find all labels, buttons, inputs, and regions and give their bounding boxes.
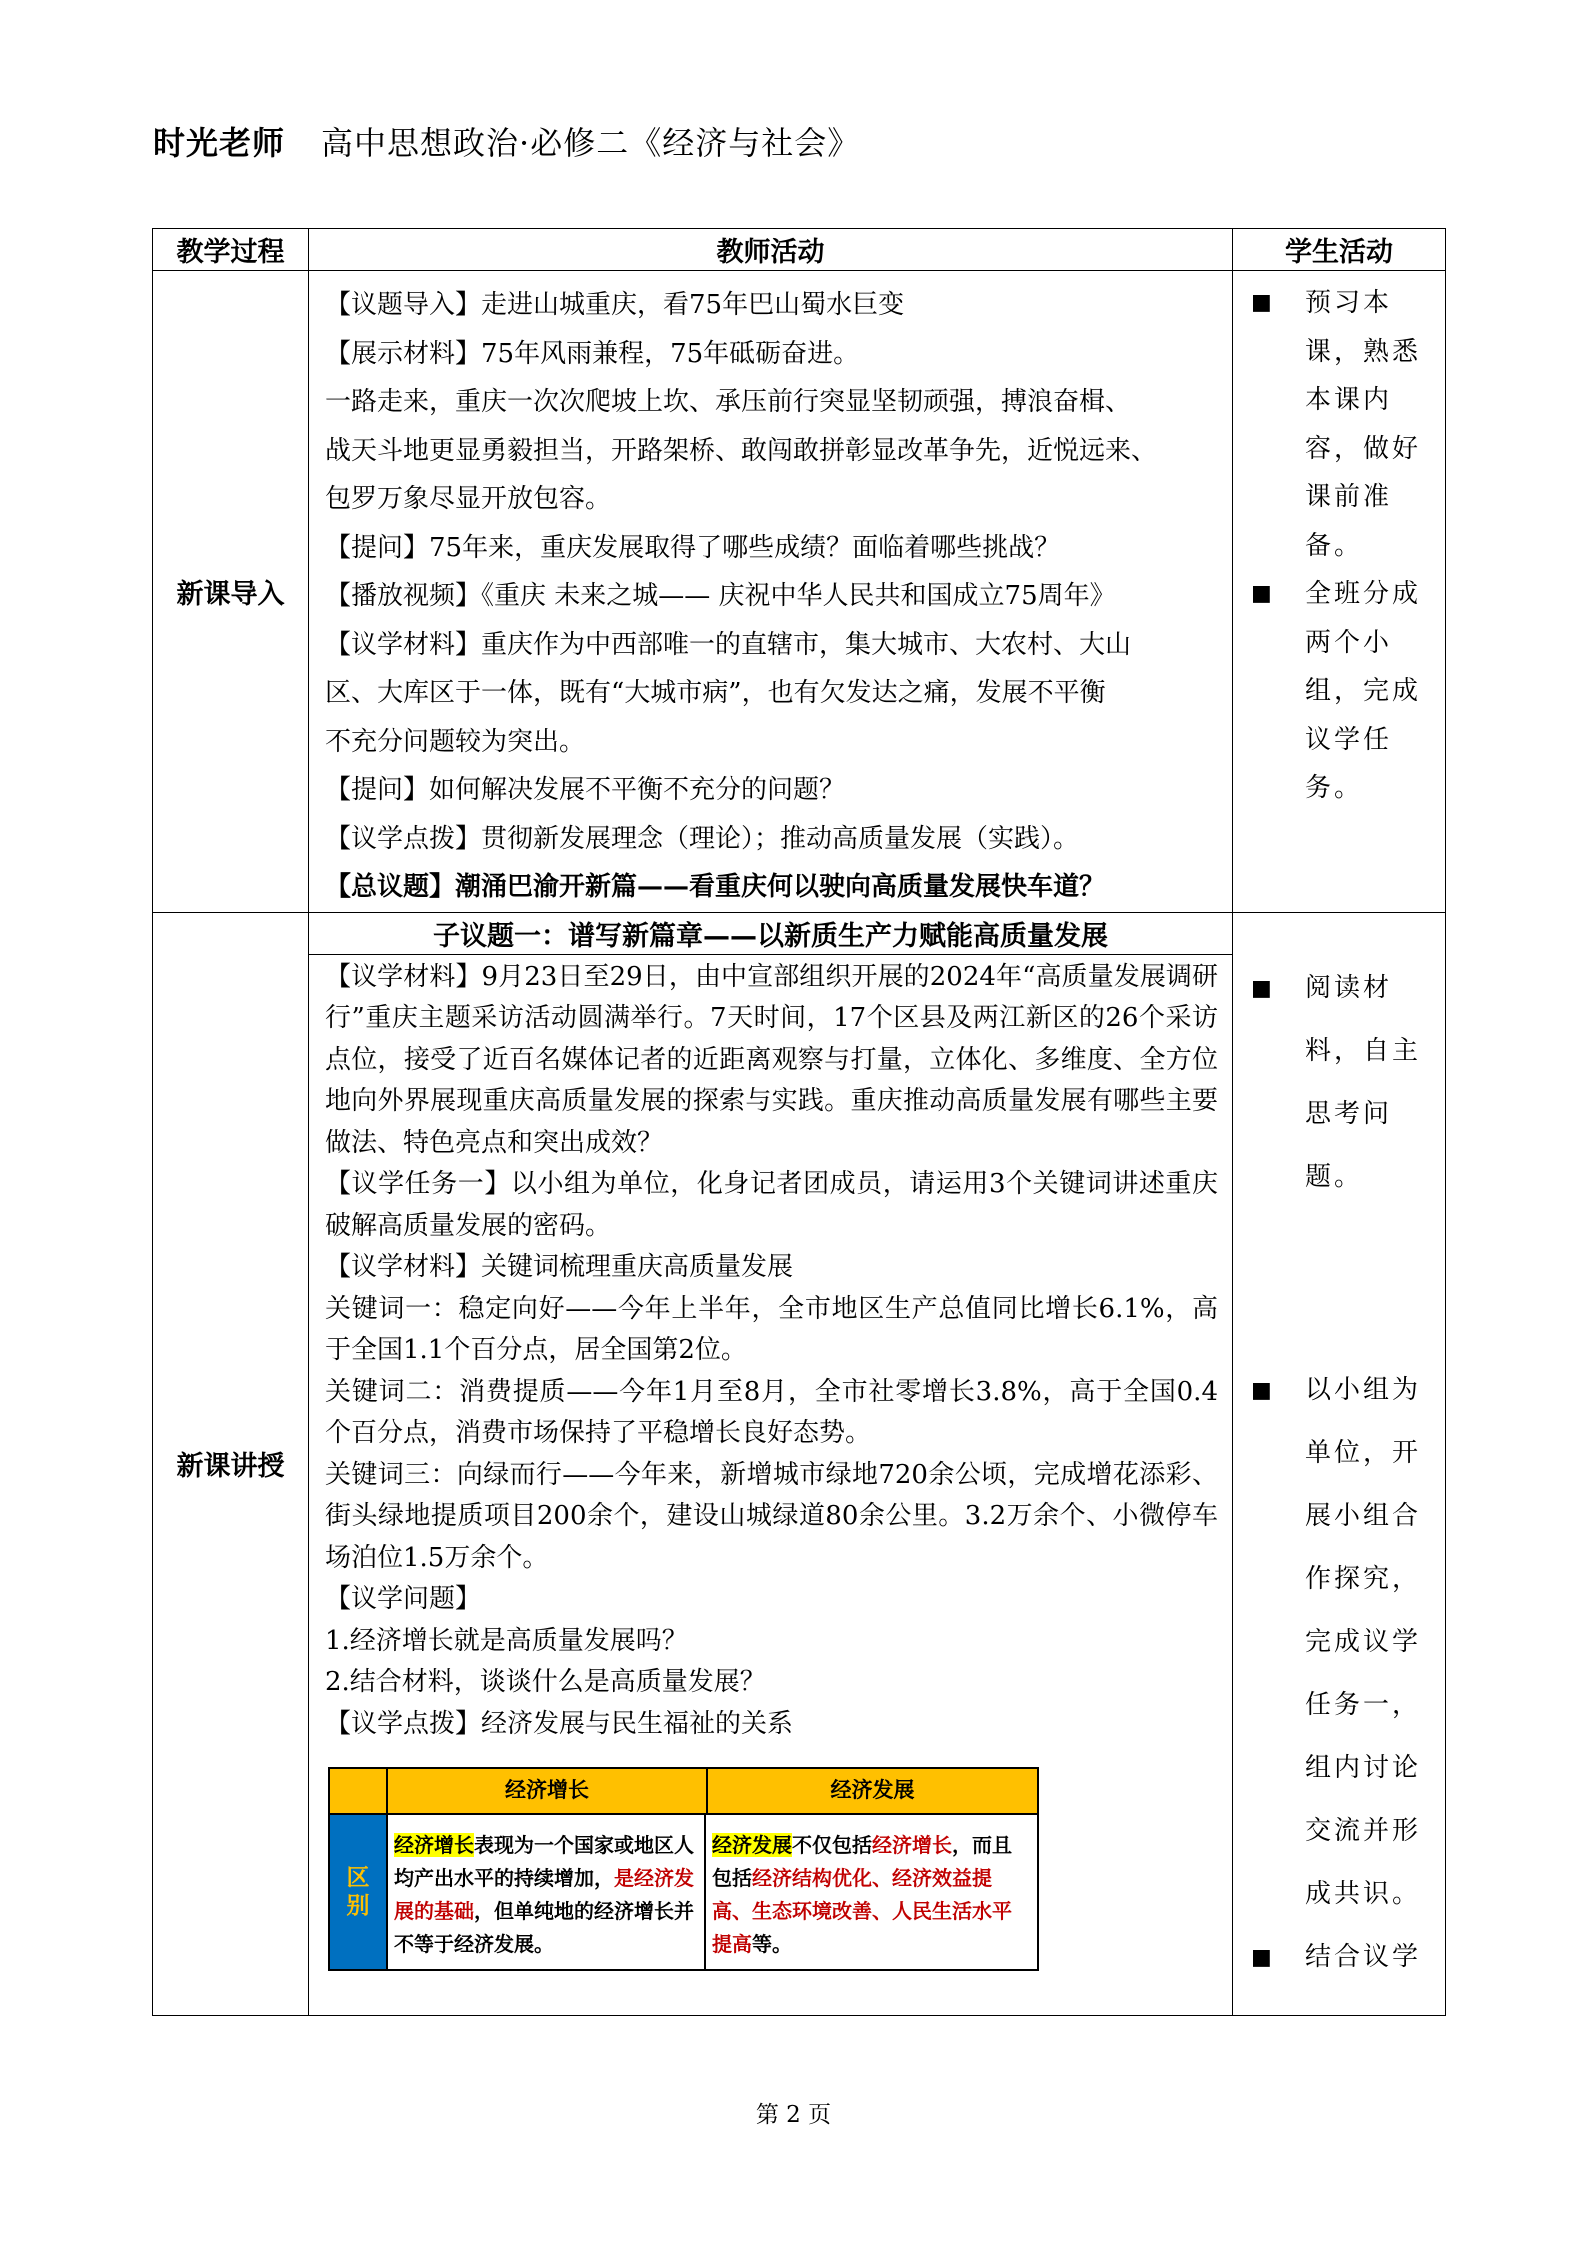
bullet-icon: ■ [1251, 1377, 1275, 1403]
author-name: 时光老师 [153, 124, 286, 162]
student-activity-intro [1233, 271, 1446, 913]
student-item [1251, 957, 1439, 1209]
comparison-run: 是经济发展的基础 [394, 1866, 694, 1923]
comparison-col2-cell [706, 1815, 1037, 1969]
teacher-line: 【议学任务一】以小组为单位，化身记者团成员，请运用3个关键词讲述重庆破解高质量发展的密码。 [325, 1169, 1218, 1241]
bullet-icon: ■ [1251, 581, 1275, 606]
comparison-body [330, 1815, 1037, 1969]
teacher-line: 包罗万象尽显开放包容。 [325, 484, 612, 514]
teacher-line: 【播放视频】《重庆 未来之城—— 庆祝中华人民共和国成立75周年》 [325, 581, 1116, 611]
comparison-run: ，而且包括 [712, 1833, 1012, 1890]
comparison-run: 经济发展 [712, 1833, 792, 1857]
teacher-line: 关键词二：消费提质——今年1月至8月，全市社零增长3.8%，高于全国0.4个百分点，消费市场保持了平稳增长良好态势。 [325, 1376, 1218, 1448]
student-item [1251, 1926, 1439, 1989]
comparison-col1-header: 经济增长 [388, 1769, 708, 1813]
teacher-line: 【议学材料】重庆作为中西部唯一的直辖市，集大城市、大农村、大山 [325, 629, 1132, 660]
comparison-run: 经济结构优化、经济效益提高、生态环境改善、人民生活水平提高 [712, 1866, 1012, 1956]
comparison-col2-header: 经济发展 [830, 1778, 915, 1803]
teacher-line: 一路走来，重庆一次次爬坡上坎、承压前行突显坚韧顽强，搏浪奋楫、 [325, 387, 1132, 417]
table-header-row [153, 229, 1446, 271]
student-item-text: 结合议学 [1305, 1941, 1422, 1972]
comparison-run: ，但单纯地的经济增长并不等于经济发展。 [394, 1899, 694, 1956]
comparison-run: 等。 [752, 1932, 792, 1956]
teacher-line: 2.结合材料，谈谈什么是高质量发展？ [325, 1667, 766, 1697]
teacher-line: 【总议题】潮涌巴渝开新篇——看重庆何以驶向高质量发展快车道？ [325, 872, 1106, 902]
page-footer: 第 2 页 [755, 2102, 832, 2128]
header-teacher: 教师活动 [309, 229, 1233, 271]
student-item-text: 阅读材料，自主思考问题。 [1305, 972, 1422, 1192]
comparison-run: 不仅包括 [792, 1833, 872, 1857]
teacher-line: 战天斗地更显勇毅担当，开路架桥、敢闯敢拼彰显改革争先，近悦远来、 [325, 435, 1158, 466]
course-title: 高中思想政治·必修二《经济与社会》 [321, 124, 861, 162]
teacher-line: 不充分问题较为突出。 [325, 726, 586, 757]
comparison-run: 经济增长 [872, 1833, 952, 1857]
student-activity-teaching [1233, 912, 1446, 2016]
comparison-col2-text [712, 1829, 1031, 1961]
comparison-table [328, 1767, 1039, 1971]
teacher-line: 【议题导入】走进山城重庆，看75年巴山蜀水巨变 [325, 290, 905, 320]
comparison-header [330, 1769, 1037, 1815]
comparison-col1-text [394, 1829, 696, 1961]
lesson-plan-table [152, 228, 1446, 2016]
bullet-icon: ■ [1251, 975, 1275, 1001]
comparison-run: 表现为一个国家或地区人均产出水平的持续增加， [394, 1833, 694, 1890]
comparison-col1-cell [388, 1815, 706, 1969]
student-item [1251, 279, 1439, 570]
teacher-activity-intro [309, 271, 1233, 913]
teacher-activity-teaching [309, 954, 1233, 2016]
bullet-icon: ■ [1251, 290, 1275, 315]
row-label-char: 别 [346, 1893, 370, 1919]
teacher-line: 关键词一：稳定向好——今年上半年，全市地区生产总值同比增长6.1%，高于全国1.1个百分点，居全国第2位。 [325, 1293, 1218, 1365]
page-header [153, 118, 860, 164]
student-item-text: 预习本课，熟悉本课内容，做好课前准备。 [1305, 288, 1422, 561]
comparison-corner [330, 1769, 388, 1813]
section-intro-row [153, 271, 1446, 913]
subtopic-row [153, 912, 1446, 954]
student-item [1251, 1359, 1439, 1926]
header-stage: 教学过程 [153, 229, 309, 271]
student-item-text: 全班分成两个小组，完成议学任务。 [1305, 579, 1422, 803]
row-label-char: 区 [346, 1865, 370, 1891]
teacher-line: 【展示材料】75年风雨兼程，75年砥砺奋进。 [325, 338, 860, 369]
teacher-line: 【议学点拨】经济发展与民生福祉的关系 [325, 1708, 794, 1739]
bullet-icon: ■ [1251, 1944, 1275, 1970]
comparison-row-label [330, 1815, 388, 1969]
stage-intro: 新课导入 [153, 271, 309, 913]
teacher-line: 区、大库区于一体，既有“大城市病”，也有欠发达之痛，发展不平衡 [325, 678, 1106, 708]
teacher-line: 【提问】如何解决发展不平衡不充分的问题？ [325, 775, 846, 805]
student-item [1251, 570, 1439, 813]
teacher-line: 1.经济增长就是高质量发展吗？ [325, 1625, 688, 1656]
teacher-line: 【议学材料】关键词梳理重庆高质量发展 [325, 1252, 794, 1282]
comparison-run: 经济增长 [394, 1833, 474, 1857]
subtopic-title: 子议题一：谱写新篇章——以新质生产力赋能高质量发展 [309, 912, 1233, 954]
teacher-line: 【提问】75年来，重庆发展取得了哪些成绩？面临着哪些挑战？ [325, 532, 1061, 563]
teacher-line: 关键词三：向绿而行——今年来，新增城市绿地720余公顷，完成增花添彩、街头绿地提质项目200余个，建设山城绿道80余公里。3.2万余个、小微停车场泊位1.5万余个。 [325, 1459, 1218, 1573]
teacher-line: 【议学材料】9月23日至29日，由中宣部组织开展的2024年“高质量发展调研行”重庆主题采访活动圆满举行。7天时间，17个区县及两江新区的26个采访点位，接受了近百名媒体记者的近距离观察与打量，立体化、多维度、全方位地向外界展现重庆高质量发展的探索与实践。重庆推动高质量发展有哪些主要做法、特色亮点和突出成效？ [325, 961, 1218, 1158]
header-student: 学生活动 [1233, 229, 1446, 271]
teacher-lines [325, 957, 1218, 1746]
teacher-line: 【议学问题】 [325, 1584, 482, 1614]
stage-teaching: 新课讲授 [153, 912, 309, 2016]
teacher-line: 【议学点拨】贯彻新发展理念（理论）；推动高质量发展（实践）。 [325, 823, 1080, 854]
student-item-text: 以小组为单位，开展小组合作探究，完成议学任务一，组内讨论交流并形成共识。 [1305, 1374, 1422, 1909]
